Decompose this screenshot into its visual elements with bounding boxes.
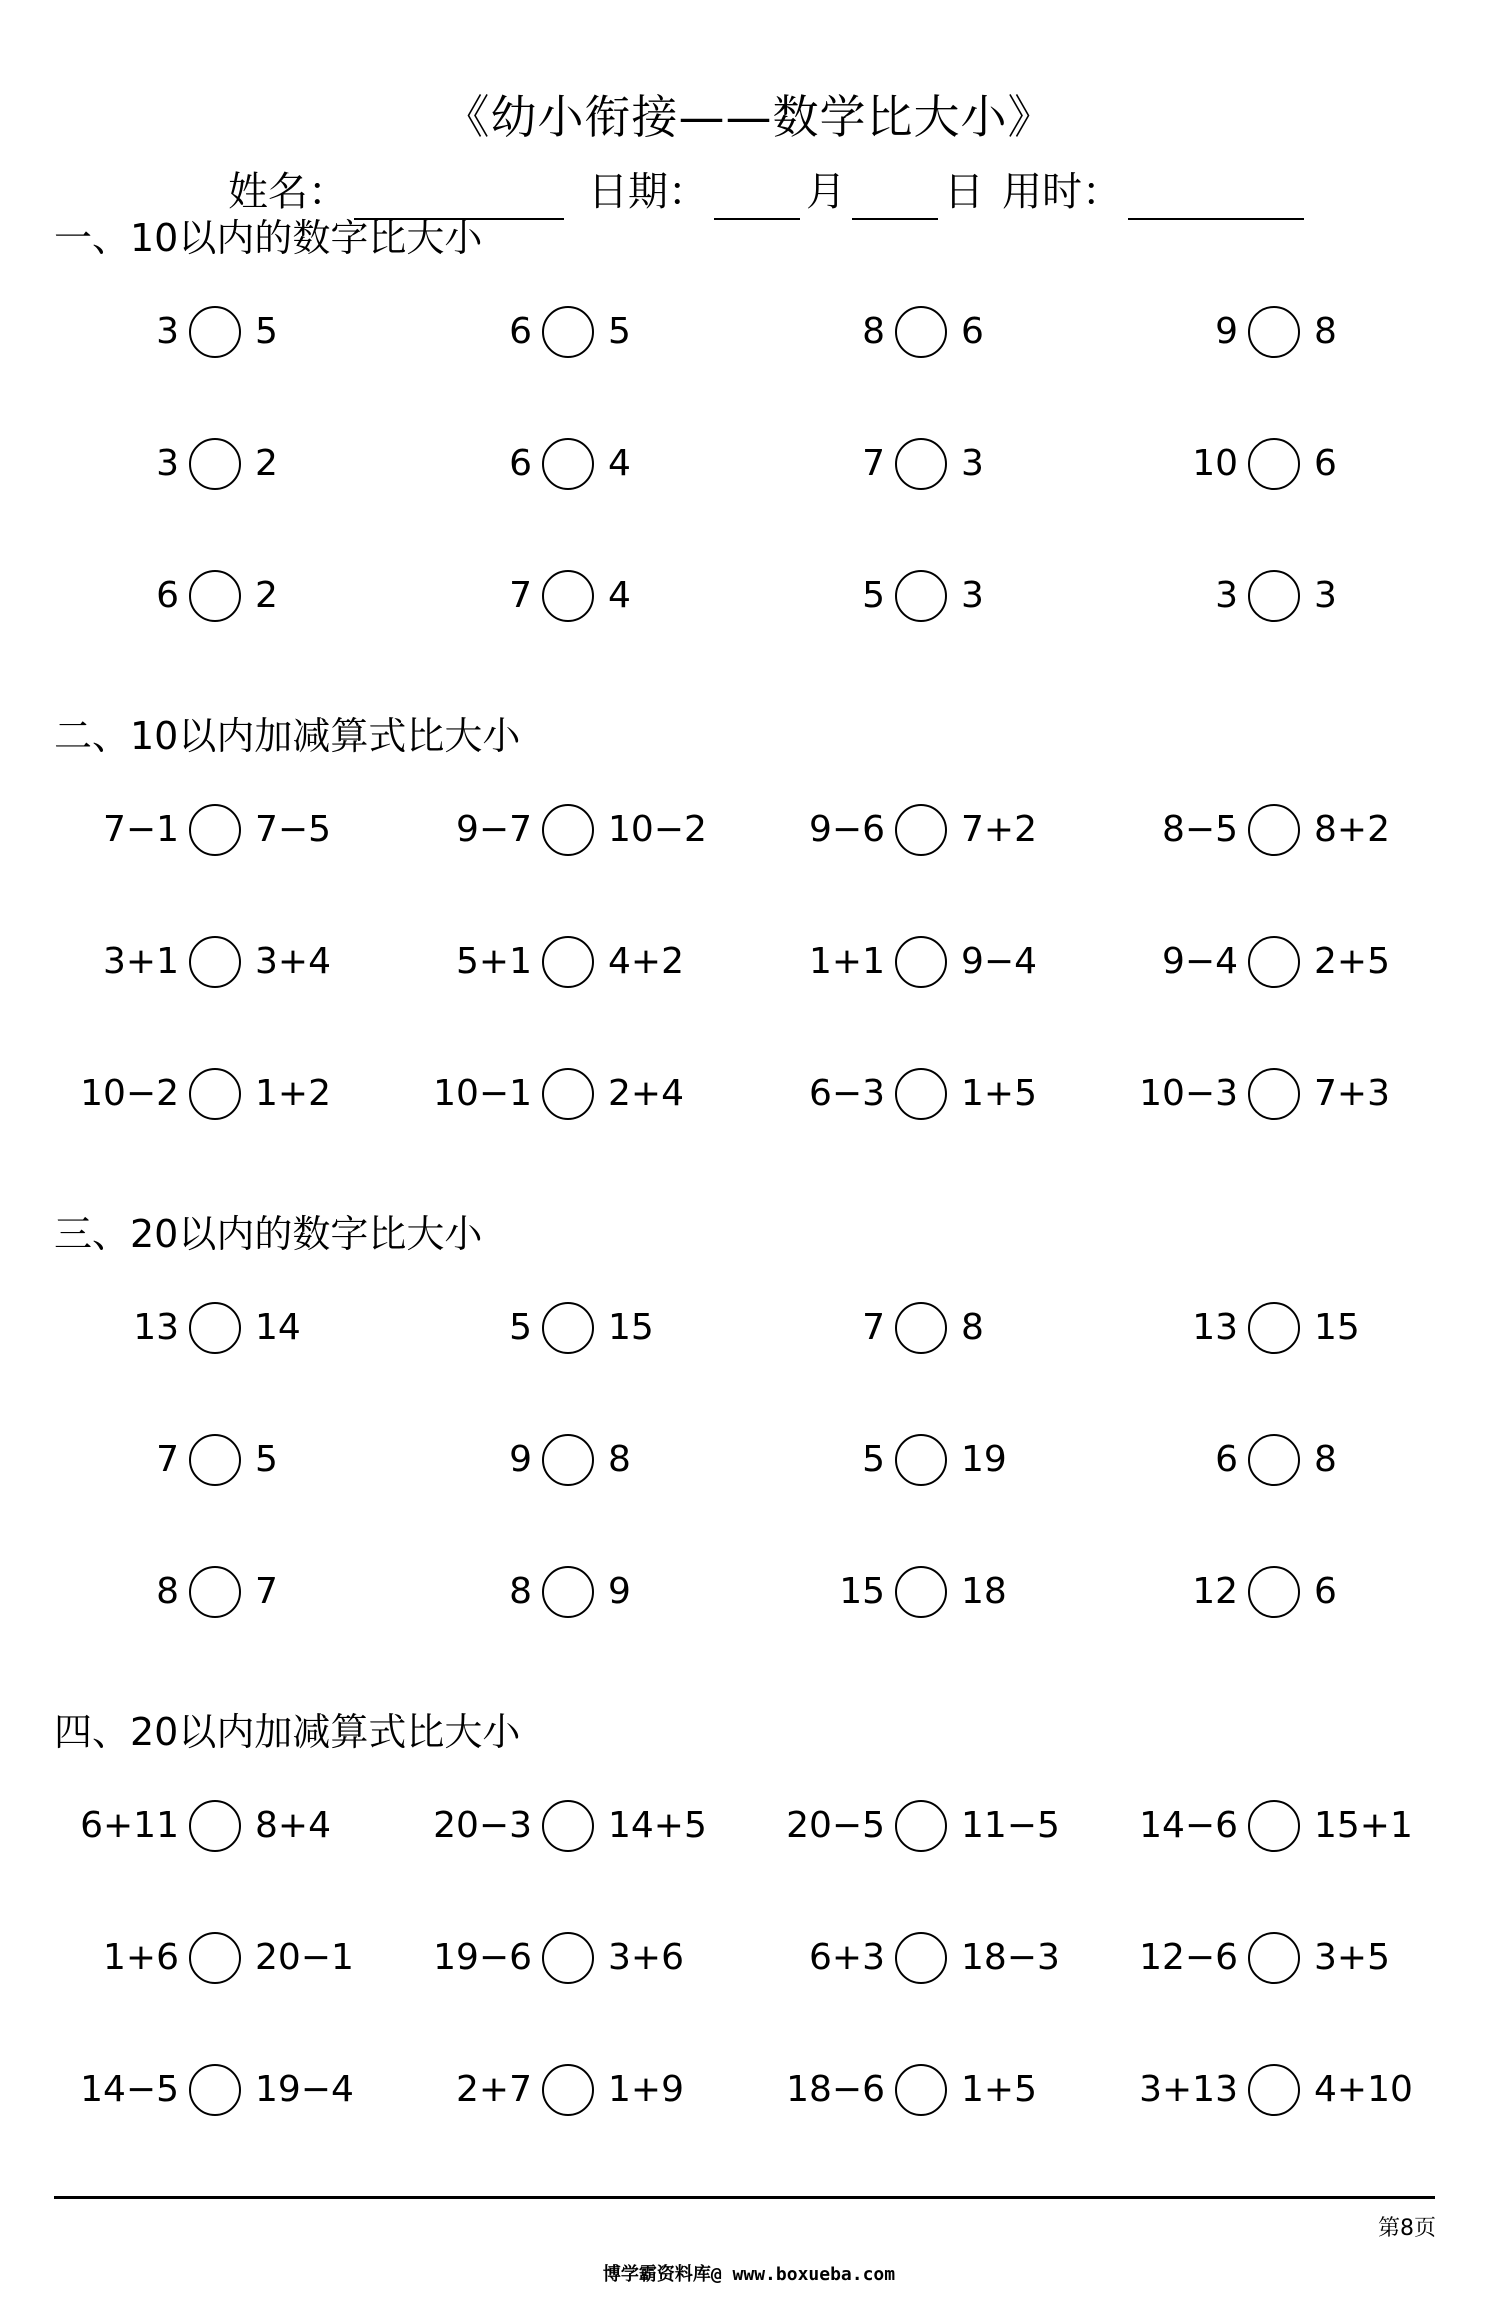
answer-circle[interactable] xyxy=(895,936,947,988)
right-expression: 9−4 xyxy=(961,941,1037,982)
answer-circle[interactable] xyxy=(542,306,594,358)
right-expression: 14 xyxy=(255,1307,301,1348)
right-expression: 11−5 xyxy=(961,1805,1060,1846)
time-label: 用时： xyxy=(1002,169,1122,215)
left-expression: 6 xyxy=(156,575,179,616)
left-expression: 18−6 xyxy=(786,2069,885,2110)
left-expression: 13 xyxy=(1192,1307,1238,1348)
answer-circle[interactable] xyxy=(895,1932,947,1984)
bottom-divider xyxy=(54,2196,1435,2199)
left-expression: 7−1 xyxy=(103,809,179,850)
right-expression: 3 xyxy=(961,575,984,616)
left-expression: 15 xyxy=(839,1571,885,1612)
answer-circle[interactable] xyxy=(542,2064,594,2116)
right-expression: 5 xyxy=(255,311,278,352)
left-expression: 14−6 xyxy=(1139,1805,1238,1846)
left-expression: 9 xyxy=(509,1439,532,1480)
left-expression: 2+7 xyxy=(456,2069,532,2110)
right-expression: 2+4 xyxy=(608,1073,684,1114)
left-expression: 12−6 xyxy=(1139,1937,1238,1978)
right-expression: 19 xyxy=(961,1439,1007,1480)
day-field[interactable] xyxy=(852,178,938,220)
answer-circle[interactable] xyxy=(895,1068,947,1120)
answer-circle[interactable] xyxy=(189,306,241,358)
month-label: 月 xyxy=(806,169,846,215)
right-expression: 3+4 xyxy=(255,941,331,982)
left-expression: 7 xyxy=(156,1439,179,1480)
answer-circle[interactable] xyxy=(189,1800,241,1852)
answer-circle[interactable] xyxy=(1248,936,1300,988)
left-expression: 7 xyxy=(509,575,532,616)
answer-circle[interactable] xyxy=(189,1068,241,1120)
left-expression: 3 xyxy=(1215,575,1238,616)
right-expression: 5 xyxy=(255,1439,278,1480)
answer-circle[interactable] xyxy=(895,438,947,490)
answer-circle[interactable] xyxy=(189,1566,241,1618)
left-expression: 8 xyxy=(862,311,885,352)
answer-circle[interactable] xyxy=(1248,1068,1300,1120)
right-expression: 8 xyxy=(1314,1439,1337,1480)
left-expression: 7 xyxy=(862,1307,885,1348)
answer-circle[interactable] xyxy=(542,1068,594,1120)
answer-circle[interactable] xyxy=(895,570,947,622)
answer-circle[interactable] xyxy=(189,438,241,490)
left-expression: 8 xyxy=(509,1571,532,1612)
left-expression: 20−5 xyxy=(786,1805,885,1846)
date-label: 日期： xyxy=(588,169,708,215)
answer-circle[interactable] xyxy=(895,2064,947,2116)
right-expression: 6 xyxy=(1314,1571,1337,1612)
answer-circle[interactable] xyxy=(189,1434,241,1486)
left-expression: 6−3 xyxy=(809,1073,885,1114)
answer-circle[interactable] xyxy=(1248,570,1300,622)
answer-circle[interactable] xyxy=(895,804,947,856)
section-title: 四、20以内加减算式比大小 xyxy=(54,1710,521,1754)
answer-circle[interactable] xyxy=(1248,1932,1300,1984)
right-expression: 7 xyxy=(255,1571,278,1612)
right-expression: 9 xyxy=(608,1571,631,1612)
left-expression: 10 xyxy=(1192,443,1238,484)
right-expression: 3+5 xyxy=(1314,1937,1390,1978)
right-expression: 15 xyxy=(1314,1307,1360,1348)
left-expression: 8 xyxy=(156,1571,179,1612)
left-expression: 6+11 xyxy=(80,1805,179,1846)
left-expression: 3+13 xyxy=(1139,2069,1238,2110)
answer-circle[interactable] xyxy=(895,1434,947,1486)
left-expression: 13 xyxy=(133,1307,179,1348)
answer-circle[interactable] xyxy=(1248,438,1300,490)
right-expression: 18−3 xyxy=(961,1937,1060,1978)
right-expression: 15+1 xyxy=(1314,1805,1413,1846)
right-expression: 7−5 xyxy=(255,809,331,850)
left-expression: 3 xyxy=(156,443,179,484)
section-title: 一、10以内的数字比大小 xyxy=(54,216,483,260)
right-expression: 8 xyxy=(961,1307,984,1348)
answer-circle[interactable] xyxy=(189,1932,241,1984)
left-expression: 8−5 xyxy=(1162,809,1238,850)
right-expression: 3 xyxy=(961,443,984,484)
left-expression: 5+1 xyxy=(456,941,532,982)
day-label: 日 xyxy=(944,169,984,215)
right-expression: 19−4 xyxy=(255,2069,354,2110)
right-expression: 5 xyxy=(608,311,631,352)
right-expression: 3 xyxy=(1314,575,1337,616)
answer-circle[interactable] xyxy=(895,1302,947,1354)
footer-watermark: 博学霸资料库@ www.boxueba.com xyxy=(602,2264,896,2285)
answer-circle[interactable] xyxy=(189,1302,241,1354)
left-expression: 10−2 xyxy=(80,1073,179,1114)
right-expression: 18 xyxy=(961,1571,1007,1612)
answer-circle[interactable] xyxy=(1248,306,1300,358)
section-title: 三、20以内的数字比大小 xyxy=(54,1212,483,1256)
answer-circle[interactable] xyxy=(1248,2064,1300,2116)
time-field[interactable] xyxy=(1128,178,1304,220)
right-expression: 8+4 xyxy=(255,1805,331,1846)
right-expression: 2 xyxy=(255,443,278,484)
right-expression: 2 xyxy=(255,575,278,616)
answer-circle[interactable] xyxy=(542,1800,594,1852)
left-expression: 19−6 xyxy=(433,1937,532,1978)
month-field[interactable] xyxy=(714,178,800,220)
left-expression: 9−6 xyxy=(809,809,885,850)
left-expression: 7 xyxy=(862,443,885,484)
section-title: 二、10以内加减算式比大小 xyxy=(54,714,521,758)
right-expression: 4 xyxy=(608,575,631,616)
left-expression: 6 xyxy=(509,311,532,352)
right-expression: 6 xyxy=(961,311,984,352)
right-expression: 1+5 xyxy=(961,1073,1037,1114)
left-expression: 9−7 xyxy=(456,809,532,850)
answer-circle[interactable] xyxy=(542,1932,594,1984)
right-expression: 3+6 xyxy=(608,1937,684,1978)
left-expression: 12 xyxy=(1192,1571,1238,1612)
right-expression: 4+2 xyxy=(608,941,684,982)
left-expression: 10−3 xyxy=(1139,1073,1238,1114)
left-expression: 5 xyxy=(509,1307,532,1348)
answer-circle[interactable] xyxy=(542,438,594,490)
right-expression: 20−1 xyxy=(255,1937,354,1978)
left-expression: 1+6 xyxy=(103,1937,179,1978)
left-expression: 1+1 xyxy=(809,941,885,982)
left-expression: 5 xyxy=(862,575,885,616)
answer-circle[interactable] xyxy=(542,1566,594,1618)
right-expression: 7+2 xyxy=(961,809,1037,850)
left-expression: 9 xyxy=(1215,311,1238,352)
left-expression: 6 xyxy=(509,443,532,484)
name-label: 姓名： xyxy=(228,169,348,215)
right-expression: 1+9 xyxy=(608,2069,684,2110)
answer-circle[interactable] xyxy=(542,936,594,988)
right-expression: 15 xyxy=(608,1307,654,1348)
right-expression: 8+2 xyxy=(1314,809,1390,850)
right-expression: 1+2 xyxy=(255,1073,331,1114)
answer-circle[interactable] xyxy=(1248,1302,1300,1354)
right-expression: 8 xyxy=(608,1439,631,1480)
right-expression: 1+5 xyxy=(961,2069,1037,2110)
answer-circle[interactable] xyxy=(542,1434,594,1486)
left-expression: 3+1 xyxy=(103,941,179,982)
answer-circle[interactable] xyxy=(189,804,241,856)
page-title: 《幼小衔接——数学比大小》 xyxy=(443,90,1055,144)
left-expression: 3 xyxy=(156,311,179,352)
answer-circle[interactable] xyxy=(189,570,241,622)
left-expression: 9−4 xyxy=(1162,941,1238,982)
left-expression: 10−1 xyxy=(433,1073,532,1114)
answer-circle[interactable] xyxy=(542,570,594,622)
right-expression: 8 xyxy=(1314,311,1337,352)
page-number: 第8页 xyxy=(1378,2216,1436,2241)
right-expression: 4+10 xyxy=(1314,2069,1413,2110)
left-expression: 6+3 xyxy=(809,1937,885,1978)
answer-circle[interactable] xyxy=(189,2064,241,2116)
left-expression: 14−5 xyxy=(80,2069,179,2110)
answer-circle[interactable] xyxy=(542,804,594,856)
answer-circle[interactable] xyxy=(189,936,241,988)
right-expression: 6 xyxy=(1314,443,1337,484)
answer-circle[interactable] xyxy=(1248,1800,1300,1852)
answer-circle[interactable] xyxy=(542,1302,594,1354)
left-expression: 5 xyxy=(862,1439,885,1480)
answer-circle[interactable] xyxy=(1248,804,1300,856)
right-expression: 10−2 xyxy=(608,809,707,850)
answer-circle[interactable] xyxy=(895,306,947,358)
right-expression: 14+5 xyxy=(608,1805,707,1846)
left-expression: 20−3 xyxy=(433,1805,532,1846)
answer-circle[interactable] xyxy=(895,1800,947,1852)
left-expression: 6 xyxy=(1215,1439,1238,1480)
answer-circle[interactable] xyxy=(1248,1434,1300,1486)
right-expression: 7+3 xyxy=(1314,1073,1390,1114)
right-expression: 2+5 xyxy=(1314,941,1390,982)
right-expression: 4 xyxy=(608,443,631,484)
answer-circle[interactable] xyxy=(895,1566,947,1618)
answer-circle[interactable] xyxy=(1248,1566,1300,1618)
